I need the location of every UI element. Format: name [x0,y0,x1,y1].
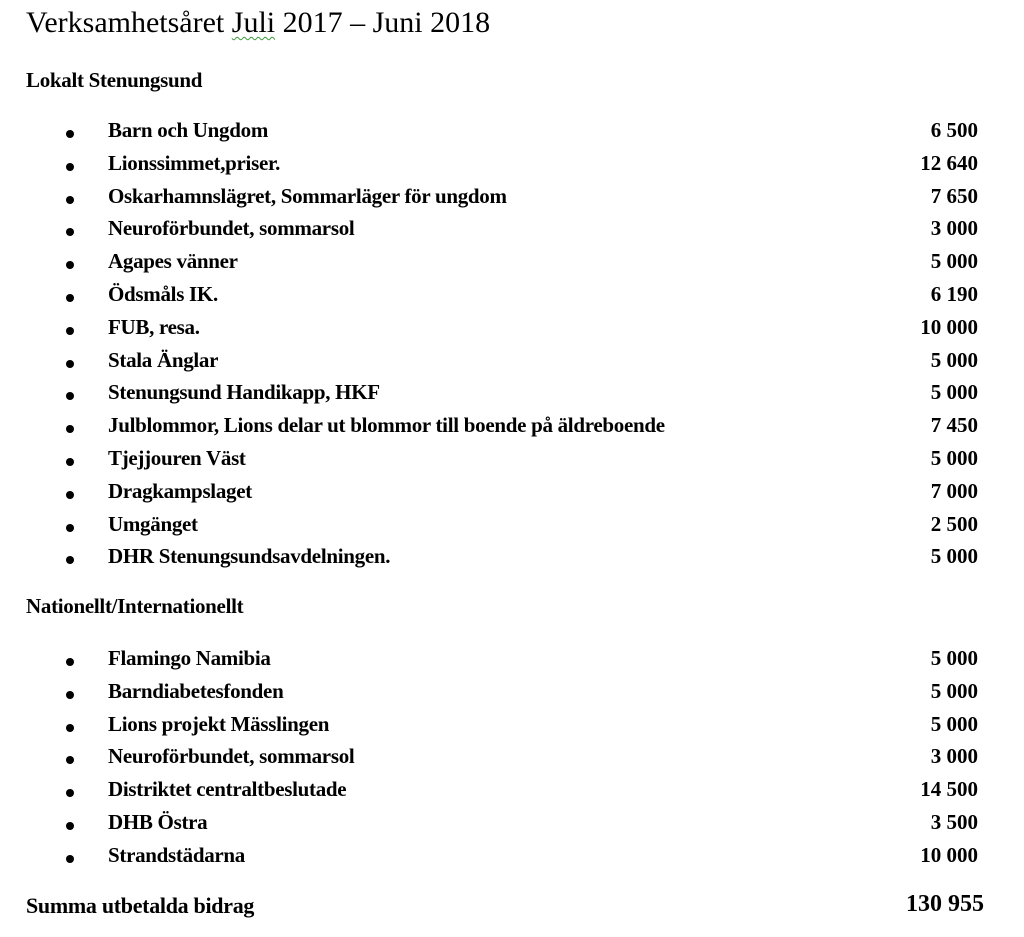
title-prefix: Verksamhetsåret [26,6,232,39]
bullet-icon [66,789,74,797]
bullet-icon [66,425,74,433]
bullet-icon [66,822,74,830]
item-amount: 14 500 [920,777,978,802]
list-item [0,411,1024,443]
list-item [0,247,1024,279]
item-amount: 5 000 [930,347,978,372]
item-label: Neuroförbundet, sommarsol [108,216,355,241]
list-item [0,644,1024,676]
list-item [0,677,1024,709]
list-item [0,149,1024,181]
item-amount: 6 500 [930,118,978,142]
bullet-icon [66,261,74,269]
list-item [0,214,1024,246]
item-amount: 2 500 [930,511,978,536]
bullet-icon [66,294,74,302]
list-item [0,542,1024,574]
item-amount: 3 000 [930,216,978,241]
bullet-icon [66,196,74,204]
bullet-icon [66,327,74,335]
item-label: Agapes vänner [108,249,238,274]
item-label: Julblommor, Lions delar ut blommor till boende på äldreboende [108,413,665,438]
bullet-icon [66,163,74,171]
item-label: Barndiabetesfonden [108,678,284,703]
item-label: Strandstädarna [108,842,245,867]
item-label: Tjejjouren Väst [108,446,246,470]
bullet-icon [66,491,74,499]
item-label: Lionssimmet,priser. [108,150,281,175]
item-amount: 5 000 [930,711,978,736]
list-item [0,477,1024,509]
item-amount: 7 650 [930,183,978,208]
item-amount: 12 640 [920,150,978,175]
item-amount: 5 000 [930,544,978,569]
list-item [0,775,1024,807]
list-item [0,346,1024,378]
bullet-icon [66,691,74,699]
bullet-icon [66,130,74,138]
item-label: Lions projekt Mässlingen [108,711,330,736]
item-label: Stala Änglar [108,347,219,372]
section-heading-national: Nationellt/Internationellt [26,594,244,618]
total-amount: 130 955 [906,891,984,917]
list-item [0,444,1024,476]
bullet-icon [66,556,74,564]
item-label: FUB, resa. [108,314,200,339]
list-item [0,841,1024,873]
list-item [0,808,1024,840]
item-label: DHR Stenungsundsavdelningen. [108,544,391,569]
item-amount: 5 000 [930,446,978,470]
item-amount: 3 000 [930,744,978,769]
list-item [0,742,1024,774]
item-amount: 10 000 [920,314,978,339]
bullet-icon [66,756,74,764]
item-amount: 5 000 [930,380,978,405]
list-item [0,510,1024,542]
item-label: DHB Östra [108,810,208,834]
section-heading-local: Lokalt Stenungsund [26,68,203,92]
item-amount: 5 000 [930,249,978,274]
bullet-icon [66,458,74,466]
list-item [0,378,1024,410]
title-juli-word: Juli [231,6,276,39]
item-label: Barn och Ungdom [108,118,269,142]
list-item [0,710,1024,742]
item-label: Distriktet centraltbeslutade [108,777,347,802]
item-amount: 6 190 [930,282,978,306]
bullet-icon [66,724,74,732]
bullet-icon [66,228,74,236]
item-label: Umgänget [108,511,198,536]
item-label: Oskarhamnslägret, Sommarläger för ungdom [108,183,507,208]
bullet-icon [66,392,74,400]
title-suffix: 2017 – Juni 2018 [275,6,491,39]
bullet-icon [66,360,74,368]
item-label: Ödsmåls IK. [108,282,218,306]
list-item [0,116,1024,148]
item-amount: 5 000 [930,678,978,703]
page-title [26,6,490,40]
list-item [0,313,1024,345]
item-amount: 10 000 [920,842,978,867]
item-amount: 5 000 [930,646,978,670]
item-amount: 3 500 [930,810,978,834]
list-item [0,182,1024,214]
item-label: Dragkampslaget [108,478,252,503]
bullet-icon [66,658,74,666]
item-amount: 7 450 [930,413,978,438]
item-label: Flamingo Namibia [108,646,271,670]
bullet-icon [66,855,74,863]
item-label: Neuroförbundet, sommarsol [108,744,355,769]
total-label: Summa utbetalda bidrag [26,893,255,918]
item-label: Stenungsund Handikapp, HKF [108,380,380,405]
item-amount: 7 000 [930,478,978,503]
list-item [0,280,1024,312]
bullet-icon [66,524,74,532]
